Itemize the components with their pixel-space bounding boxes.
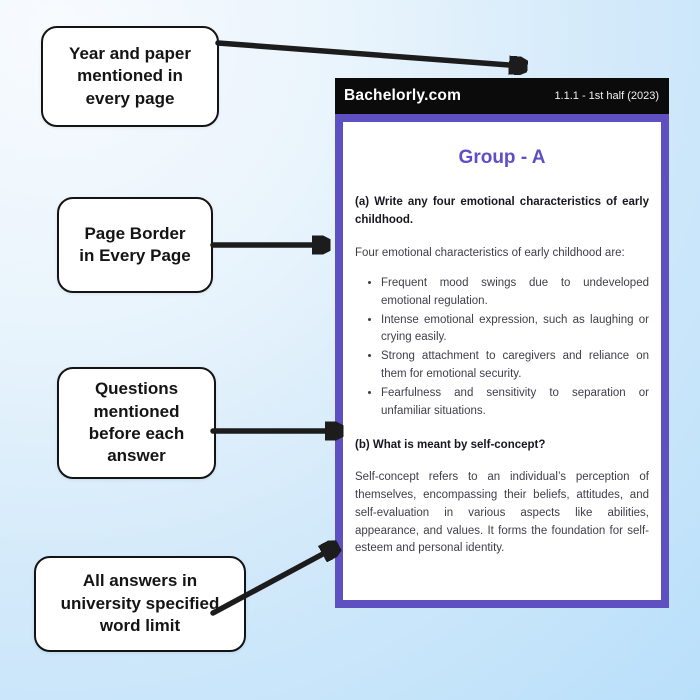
callout-word-limit <box>34 556 246 652</box>
answer-a-bullet: • Strong attachment to caregivers and reliance on them for emotional security. <box>381 348 649 384</box>
answer-a-bullet: • Fearfulness and sensitivity to separation or unfamiliar situations. <box>381 385 649 421</box>
paper-year-label: 1.1.1 - 1st half (2023) <box>554 90 659 102</box>
callout-line: every page <box>85 88 175 108</box>
question-a: (a) Write any four emotional characteristics of early childhood. <box>355 196 649 227</box>
callout-year-paper <box>41 26 219 127</box>
answer-a-bullet: • Frequent mood swings due to undeveloped emotional regulation. <box>381 275 649 311</box>
brand-name: Bachelorly.com <box>344 87 462 104</box>
page-header <box>335 78 669 114</box>
callout-line: Page Border <box>84 223 186 243</box>
callout-line: before each <box>88 424 185 443</box>
callout-line: university specified <box>60 593 220 613</box>
worksheet-page <box>335 78 669 608</box>
answer-a-bullet: • Intense emotional expression, such as laughing or crying easily. <box>381 312 649 348</box>
group-title: Group - A <box>458 147 546 168</box>
question-b: (b) What is meant by self-concept? <box>355 439 546 452</box>
callout-line: answer <box>107 446 166 466</box>
answer-b-paragraph: Self-concept refers to an individual’s perception of themselves, encompassing their beliefs, attitudes, and self-evaluation in various aspects like abilities, appearance, and values. It forms the foundation for self-esteem and personal identity. <box>355 471 649 555</box>
answer-a-intro: Four emotional characteristics of early childhood are: <box>355 247 625 260</box>
answer-a-list <box>355 275 649 421</box>
callout-line: mentioned in <box>77 66 183 86</box>
page-body <box>335 114 669 608</box>
callout-line: All answers in <box>82 571 198 591</box>
callout-line: word limit <box>99 616 181 636</box>
arrow-year-paper <box>218 43 522 66</box>
callout-line: mentioned <box>93 401 180 421</box>
callout-line: Questions <box>94 379 179 399</box>
callout-line: Year and paper <box>69 43 191 63</box>
callout-questions <box>57 367 216 479</box>
callout-page-border <box>57 197 213 293</box>
callout-line: in Every Page <box>79 246 191 265</box>
